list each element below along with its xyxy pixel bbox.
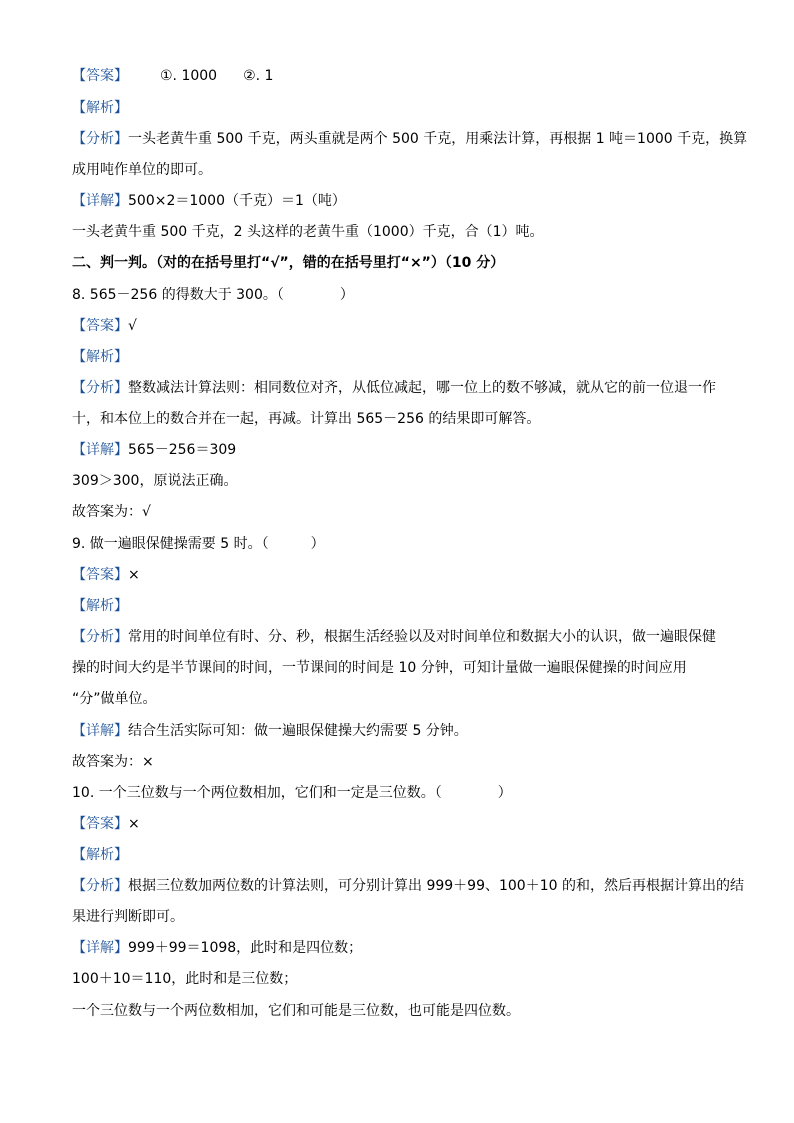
- q7-xiangjie-line: [72, 191, 724, 211]
- q9-fenxi-line-2: [72, 658, 724, 678]
- fenxi-text: 十，和本位上的数合并在一起，再减。计算出 565－256 的结果即可解答。: [72, 411, 541, 427]
- q8-question: [72, 285, 724, 305]
- fenxi-label: 【分析】: [72, 629, 128, 645]
- fenxi-text: 果进行判断即可。: [72, 909, 184, 925]
- q10-jiexi-line: [72, 845, 724, 865]
- xiangjie-text: 一个三位数与一个两位数相加，它们和可能是三位数，也可能是四位数。: [72, 1003, 520, 1019]
- q7-conclusion-line: [72, 222, 724, 242]
- q9-final-line: [72, 752, 724, 772]
- q10-fenxi-line-1: [72, 876, 744, 896]
- q9-fenxi-line-1: [72, 627, 724, 647]
- jiexi-label: 【解析】: [72, 847, 128, 863]
- xiangjie-label: 【详解】: [72, 193, 128, 209]
- question-text: 9. 做一遍眼保健操需要 5 时。（ ）: [72, 536, 325, 552]
- q8-final-line: [72, 502, 724, 522]
- q10-answer-line: [72, 814, 724, 834]
- fenxi-text: 整数减法计算法则：相同数位对齐，从低位减起，哪一位上的数不够减，就从它的前一位退一作: [128, 380, 716, 396]
- answer-value-1: ①. 1000: [160, 68, 218, 84]
- q8-jiexi-line: [72, 347, 724, 367]
- fenxi-label: 【分析】: [72, 878, 128, 894]
- q8-answer-line: [72, 316, 724, 336]
- jiexi-label: 【解析】: [72, 349, 128, 365]
- q10-xiangjie-line: [72, 938, 724, 958]
- fenxi-label: 【分析】: [72, 380, 128, 396]
- q7-fenxi-line-2: [72, 160, 724, 180]
- answer-value: ×: [128, 567, 140, 583]
- answer-value: ×: [128, 816, 140, 832]
- section-title: 二、判一判。（对的在括号里打“√”，错的在括号里打“×”）（10 分）: [72, 255, 505, 271]
- conclusion-text: 一头老黄牛重 500 千克，2 头这样的老黄牛重（1000）千克，合（1）吨。: [72, 224, 544, 240]
- xiangjie-label: 【详解】: [72, 940, 128, 956]
- question-text: 10. 一个三位数与一个两位数相加，它们和一定是三位数。（ ）: [72, 785, 512, 801]
- q9-xiangjie-line: [72, 721, 724, 741]
- q8-fenxi-line-1: [72, 378, 724, 398]
- q10-xiangjie-line-2: [72, 969, 724, 989]
- xiangjie-text: 结合生活实际可知：做一遍眼保健操大约需要 5 分钟。: [128, 723, 468, 739]
- answer-label: 【答案】: [72, 318, 128, 334]
- question-text: 8. 565－256 的得数大于 300。（ ）: [72, 287, 354, 303]
- xiangjie-text: 100＋10＝110，此时和是三位数；: [72, 971, 298, 987]
- fenxi-text: 成用吨作单位的即可。: [72, 162, 212, 178]
- q8-xiangjie-line-2: [72, 471, 724, 491]
- fenxi-text: 根据三位数加两位数的计算法则，可分别计算出 999＋99、100＋10 的和，然后再根据计算出的结: [128, 878, 744, 894]
- q9-fenxi-line-3: [72, 689, 724, 709]
- q7-answer-line: [72, 66, 724, 86]
- q10-xiangjie-line-3: [72, 1001, 724, 1021]
- final-answer-text: 故答案为：×: [72, 754, 154, 770]
- q8-xiangjie-line: [72, 440, 724, 460]
- xiangjie-text: 309＞300，原说法正确。: [72, 473, 238, 489]
- section-heading: [72, 253, 724, 273]
- fenxi-text: 操的时间大约是半节课间的时间，一节课间的时间是 10 分钟，可知计量做一遍眼保健操的时间应用: [72, 660, 687, 676]
- q10-question: [72, 783, 724, 803]
- xiangjie-text: 500×2＝1000（千克）＝1（吨）: [128, 193, 346, 209]
- final-answer-text: 故答案为：√: [72, 504, 151, 520]
- xiangjie-text: 565－256＝309: [128, 442, 237, 458]
- q9-answer-line: [72, 565, 724, 585]
- xiangjie-label: 【详解】: [72, 442, 128, 458]
- q10-fenxi-line-2: [72, 907, 724, 927]
- answer-value: √: [128, 318, 137, 334]
- answer-label: 【答案】: [72, 567, 128, 583]
- answer-label: 【答案】: [72, 816, 128, 832]
- jiexi-label: 【解析】: [72, 100, 128, 116]
- fenxi-label: 【分析】: [72, 131, 128, 147]
- q8-fenxi-line-2: [72, 409, 724, 429]
- fenxi-text: 一头老黄牛重 500 千克，两头重就是两个 500 千克，用乘法计算，再根据 1 吨＝1000 千克，换算: [128, 131, 748, 147]
- jiexi-label: 【解析】: [72, 598, 128, 614]
- answer-value-2: ②. 1: [243, 68, 274, 84]
- xiangjie-label: 【详解】: [72, 723, 128, 739]
- q9-jiexi-line: [72, 596, 724, 616]
- q7-jiexi-line: [72, 98, 724, 118]
- fenxi-text: 常用的时间单位有时、分、秒，根据生活经验以及对时间单位和数据大小的认识，做一遍眼保健: [128, 629, 716, 645]
- q9-question: [72, 534, 724, 554]
- answer-label: 【答案】: [72, 68, 128, 84]
- q7-fenxi-line-1: [72, 129, 748, 149]
- fenxi-text: “分”做单位。: [72, 691, 157, 707]
- xiangjie-text: 999＋99＝1098，此时和是四位数；: [128, 940, 363, 956]
